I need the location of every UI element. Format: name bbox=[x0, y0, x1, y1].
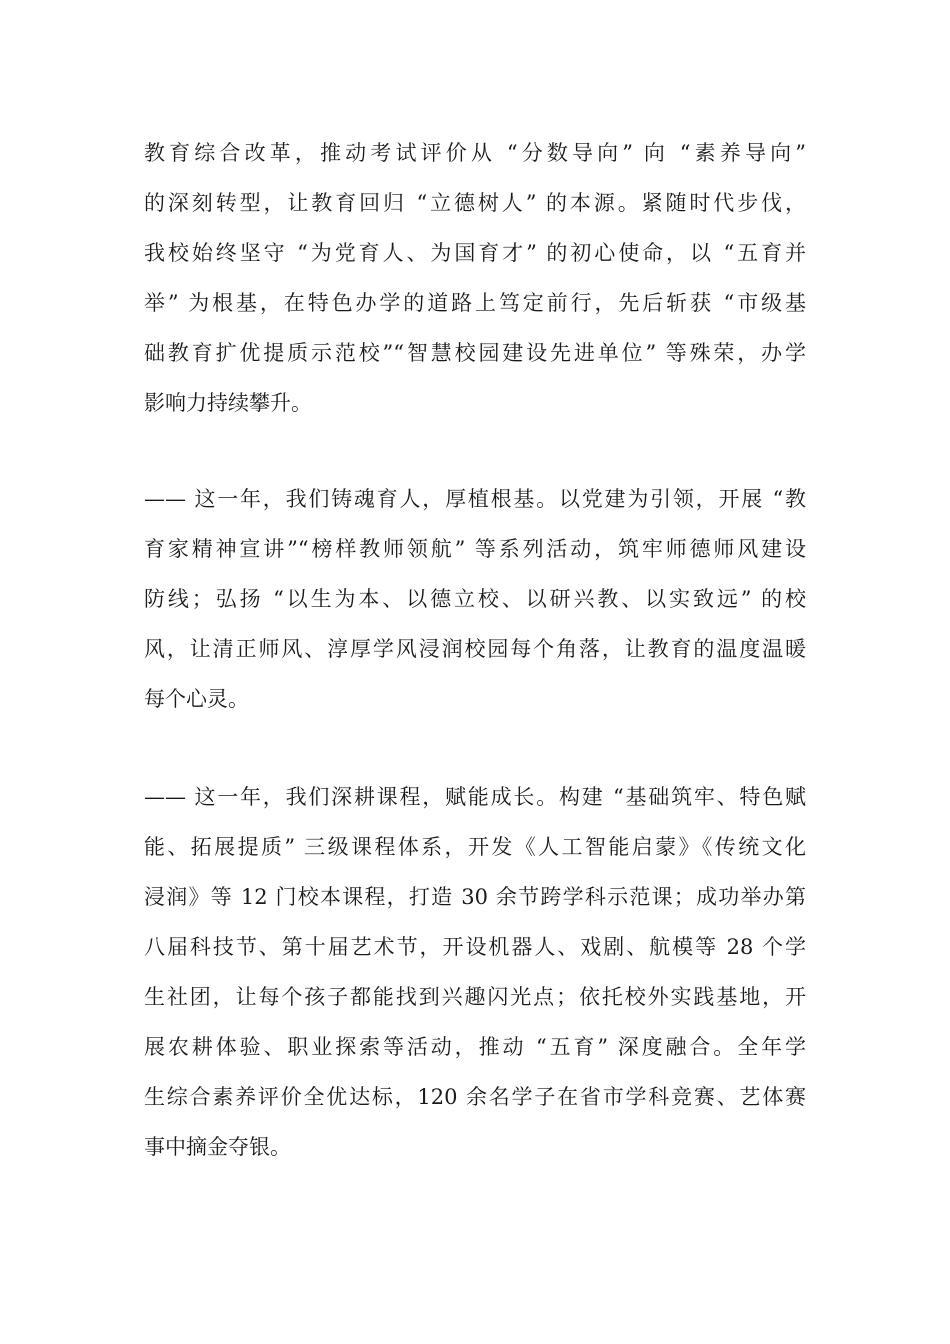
text-line: 生综合素养评价全优达标，120 余名学子在省市学科竞赛、艺体赛 bbox=[144, 1085, 806, 1109]
text-line: 展农耕体验、职业探索等活动，推动 “五育” 深度融合。全年学 bbox=[144, 1035, 806, 1059]
text-line: 影响力持续攀升。 bbox=[144, 391, 312, 415]
text-line: —— 这一年，我们深耕课程，赋能成长。构建 “基础筑牢、特色赋 bbox=[144, 785, 806, 809]
text-line: 事中摘金夺银。 bbox=[144, 1135, 291, 1159]
text-line: 能、拓展提质” 三级课程体系，开发《人工智能启蒙》《传统文化 bbox=[144, 835, 806, 859]
text-line: 生社团，让每个孩子都能找到兴趣闪光点；依托校外实践基地，开 bbox=[144, 985, 806, 1009]
text-line: 举” 为根基，在特色办学的道路上笃定前行，先后斩获 “市级基 bbox=[144, 291, 806, 315]
text-line: 我校始终坚守 “为党育人、为国育才” 的初心使命，以 “五育并 bbox=[144, 241, 806, 265]
text-line: 的深刻转型，让教育回归 “立德树人” 的本源。紧随时代步伐， bbox=[144, 191, 806, 215]
text-line: 风，让清正师风、淳厚学风浸润校园每个角落，让教育的温度温暖 bbox=[144, 637, 806, 661]
text-line: —— 这一年，我们铸魂育人，厚植根基。以党建为引领，开展 “教 bbox=[144, 487, 806, 511]
text-line: 每个心灵。 bbox=[144, 687, 249, 711]
text-line: 浸润》等 12 门校本课程，打造 30 余节跨学科示范课；成功举办第 bbox=[144, 885, 806, 909]
text-line: 教育综合改革，推动考试评价从 “分数导向” 向 “素养导向” bbox=[144, 141, 806, 165]
text-line: 育家精神宣讲”“榜样教师领航” 等系列活动，筑牢师德师风建设 bbox=[144, 537, 806, 561]
text-line: 础教育扩优提质示范校”“智慧校园建设先进单位” 等殊荣，办学 bbox=[144, 341, 806, 365]
text-line: 八届科技节、第十届艺术节，开设机器人、戏剧、航模等 28 个学 bbox=[144, 935, 806, 959]
text-line: 防线；弘扬 “以生为本、以德立校、以研兴教、以实致远” 的校 bbox=[144, 587, 806, 611]
